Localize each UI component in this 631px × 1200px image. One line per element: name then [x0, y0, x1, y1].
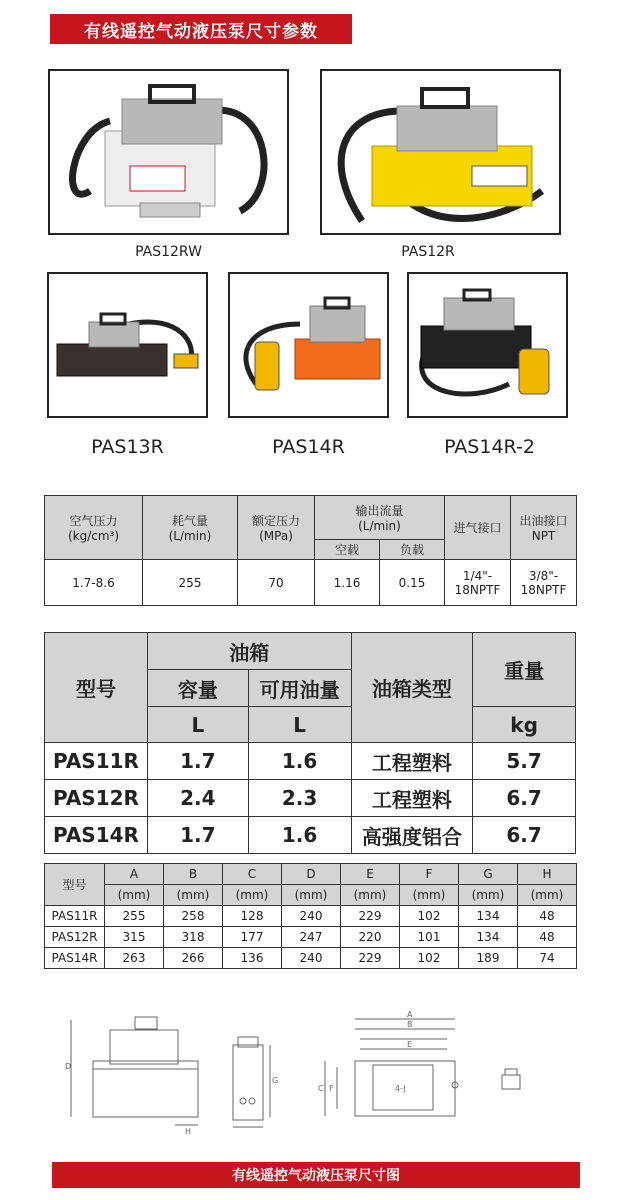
unit-usable: L	[248, 707, 351, 743]
header-flow: 输出流量 (L/min)	[315, 496, 445, 540]
product-photo-pas12rw	[48, 69, 289, 235]
table-row: PAS11R 255 258 128 240 229 102 134 48	[45, 906, 577, 927]
dimension-drawing	[55, 1005, 615, 1140]
label-f: F	[329, 1084, 334, 1093]
product-caption: PAS12R	[401, 244, 455, 260]
product-photo-pas13r	[47, 272, 208, 418]
product-photo-pas14r	[228, 272, 389, 418]
header-tank: 油箱	[147, 633, 351, 670]
label-h: H	[185, 1127, 192, 1136]
unit-weight: kg	[473, 707, 576, 743]
footer-title: 有线遥控气动液压泵尺寸图	[232, 1168, 400, 1184]
header-air-pressure: 空气压力 (kg/cm³)	[45, 496, 143, 560]
header-weight: 重量	[473, 633, 576, 707]
header-model: 型号	[45, 864, 105, 906]
header-usable-oil: 可用油量	[248, 670, 351, 707]
product-caption: PAS14R	[272, 436, 345, 458]
label-c: C	[318, 1084, 324, 1093]
table-row: PAS14R 263 266 136 240 229 102 189 74	[45, 948, 577, 969]
header-air-inlet: 进气接口	[445, 496, 511, 560]
tank-table	[44, 632, 576, 854]
product-caption: PAS14R-2	[444, 436, 535, 458]
pump-illustration	[409, 274, 566, 416]
pump-illustration	[230, 274, 387, 416]
product-photo-pas14r-2	[407, 272, 568, 418]
product-photo-pas12r	[320, 69, 561, 235]
footer-banner	[52, 1162, 580, 1188]
label-4j: 4-J	[395, 1084, 406, 1093]
header-model: 型号	[45, 633, 148, 743]
header-air-consumption: 耗气量 (L/min)	[143, 496, 238, 560]
header-tank-type: 油箱类型	[351, 633, 473, 743]
unit-capacity: L	[147, 707, 248, 743]
label-b: B	[407, 1020, 413, 1029]
table-row: PAS11R 1.7 1.6 工程塑料 5.7	[45, 743, 576, 780]
pump-illustration	[322, 71, 559, 233]
label-d: D	[65, 1062, 72, 1071]
pump-illustration	[49, 274, 206, 416]
product-caption: PAS13R	[91, 436, 164, 458]
product-caption: PAS12RW	[135, 244, 202, 260]
header-no-load: 空载	[315, 540, 380, 560]
page-title-banner	[50, 14, 352, 44]
header-rated-pressure: 额定压力 (MPa)	[238, 496, 315, 560]
header-oil-outlet: 出油接口 NPT	[511, 496, 577, 560]
spec-table	[44, 495, 577, 606]
pump-illustration	[50, 71, 287, 233]
label-g: G	[272, 1076, 279, 1085]
label-a: A	[407, 1010, 413, 1019]
page-title: 有线遥控气动液压泵尺寸参数	[84, 21, 318, 42]
table-row: PAS14R 1.7 1.6 高强度铝合 6.7	[45, 817, 576, 854]
header-capacity: 容量	[147, 670, 248, 707]
table-row: 1.7-8.6 255 70 1.16 0.15 1/4"- 18NPTF 3/8"- 18NPTF	[45, 560, 577, 606]
label-e: E	[407, 1040, 413, 1049]
dimension-table: 型号 A B C D E F G H (mm) (mm) (mm) (mm) (mm) (mm) (mm) (mm) PAS11R 255 258 128 240 229 102 134 48 PAS12R 315 318 177 247 220 101 134 48 PAS14R 263 266 136 240 229 102 189 74	[44, 863, 577, 969]
table-row: PAS12R 2.4 2.3 工程塑料 6.7	[45, 780, 576, 817]
table-row: PAS12R 315 318 177 247 220 101 134 48	[45, 927, 577, 948]
header-loaded: 负载	[380, 540, 445, 560]
